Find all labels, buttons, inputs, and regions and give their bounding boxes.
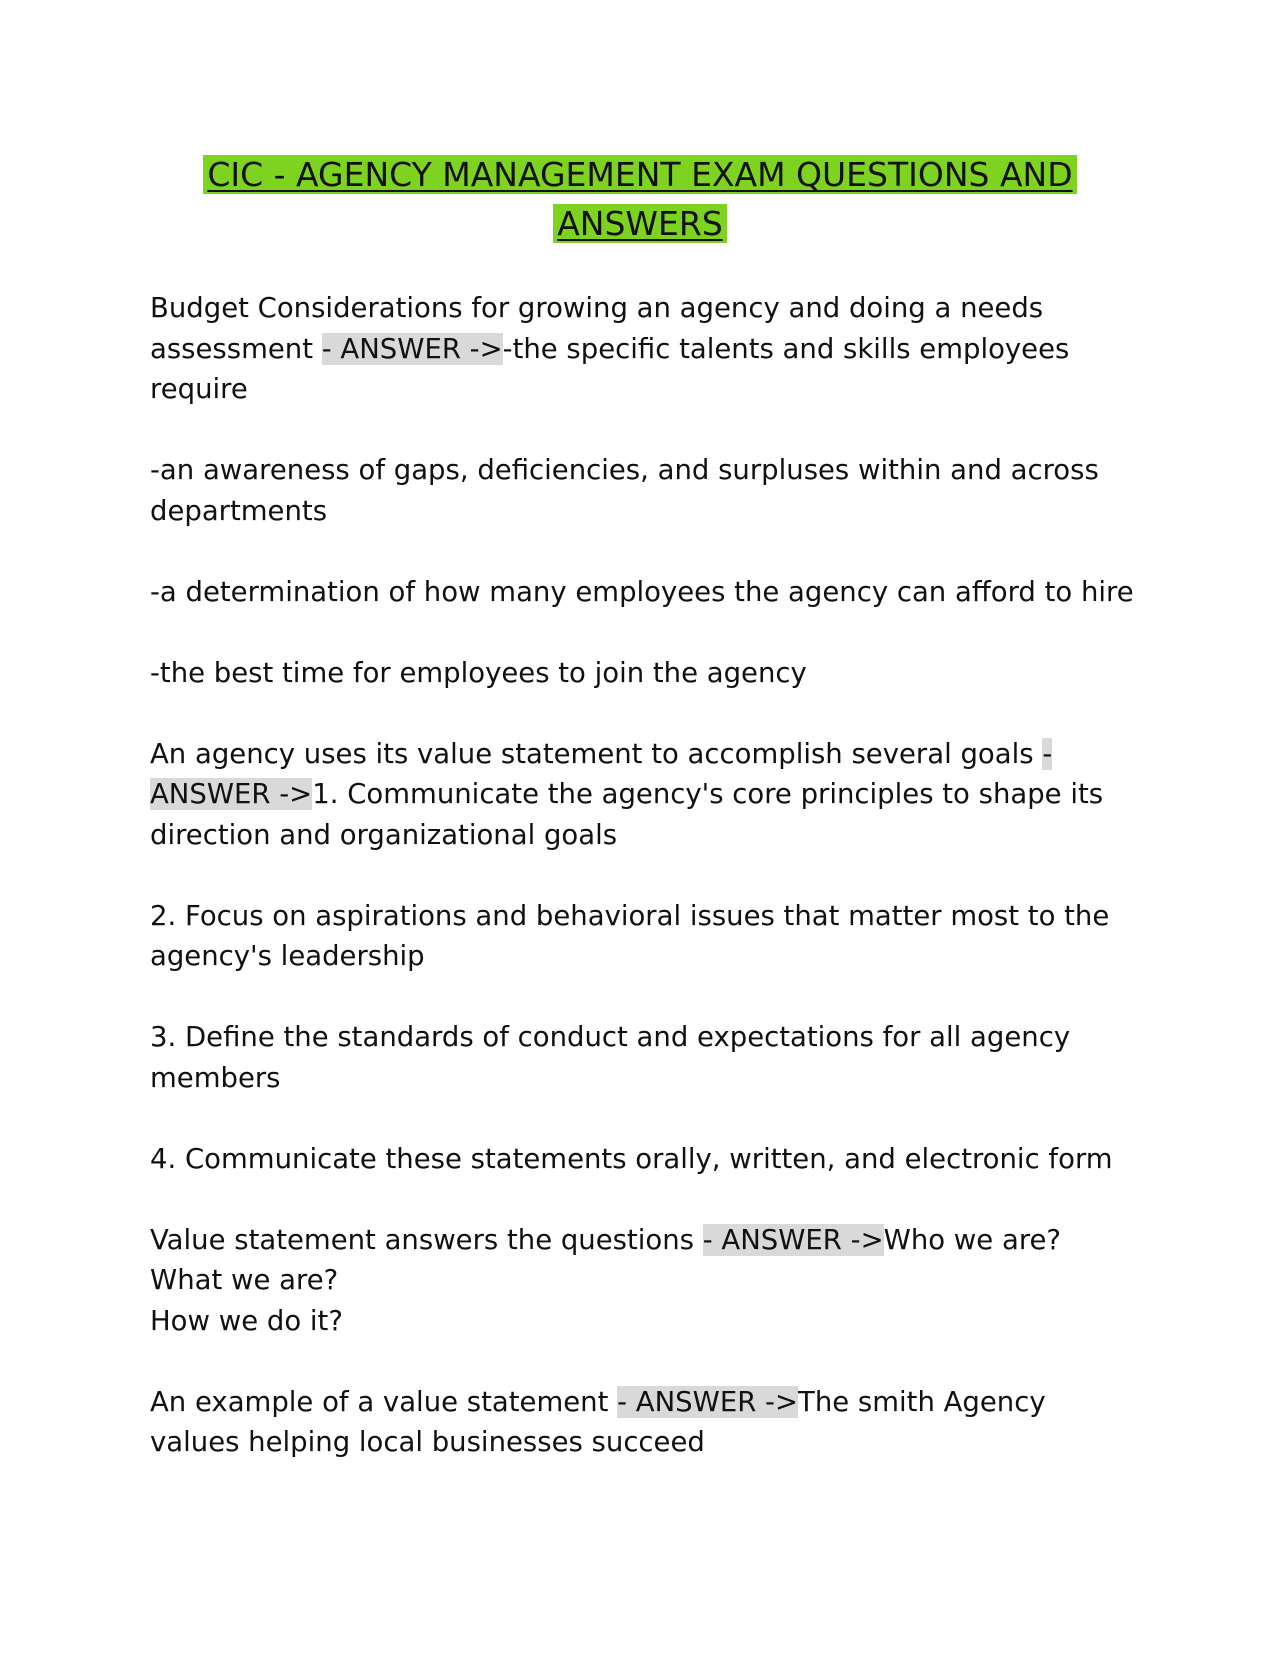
document-body: [150, 288, 1140, 1503]
answer-paragraph: [150, 653, 1140, 694]
question-text: Value statement answers the questions: [150, 1223, 703, 1256]
answer-marker: - ANSWER ->: [321, 332, 503, 365]
answer-text: -a determination of how many employees the agency can afford to hire: [150, 575, 1134, 608]
answer-marker: - ANSWER ->: [617, 1385, 799, 1418]
answer-paragraph: [150, 1139, 1140, 1180]
qa-paragraph: [150, 288, 1140, 410]
question-text: An example of a value statement: [150, 1385, 618, 1418]
answer-text: 2. Focus on aspirations and behavioral issues that matter most to the agency's leadership: [150, 899, 1110, 972]
answer-marker: - ANSWER ->: [150, 737, 1053, 810]
question-text: Budget Considerations for growing an agency and doing a needs assessment: [150, 292, 1044, 365]
question-text: An agency uses its value statement to accomplish several goals: [150, 737, 1043, 770]
title-text: CIC - AGENCY MANAGEMENT EXAM QUESTIONS AND ANSWERS: [203, 155, 1076, 243]
qa-paragraph: [150, 734, 1140, 856]
answer-text: -the specific talents and skills employees require: [150, 332, 1070, 405]
qa-paragraph: [150, 1220, 1140, 1342]
answer-text: -the best time for employees to join the agency: [150, 656, 807, 689]
answer-text: 4. Communicate these statements orally, written, and electronic form: [150, 1142, 1113, 1175]
answer-text: The smith Agency values helping local businesses succeed: [150, 1385, 1046, 1458]
answer-text: -an awareness of gaps, deficiencies, and surpluses within and across departments: [150, 454, 1099, 527]
answer-paragraph: [150, 1017, 1140, 1098]
answer-text: Who we are? What we are? How we do it?: [150, 1223, 1062, 1337]
answer-paragraph: [150, 896, 1140, 977]
document-title: [150, 150, 1130, 248]
answer-paragraph: [150, 572, 1140, 613]
answer-marker: - ANSWER ->: [702, 1223, 884, 1256]
answer-paragraph: [150, 450, 1140, 531]
qa-paragraph: [150, 1382, 1140, 1463]
answer-text: 1. Communicate the agency's core principles to shape its direction and organizational goals: [150, 778, 1104, 851]
answer-text: 3. Define the standards of conduct and expectations for all agency members: [150, 1021, 1071, 1094]
